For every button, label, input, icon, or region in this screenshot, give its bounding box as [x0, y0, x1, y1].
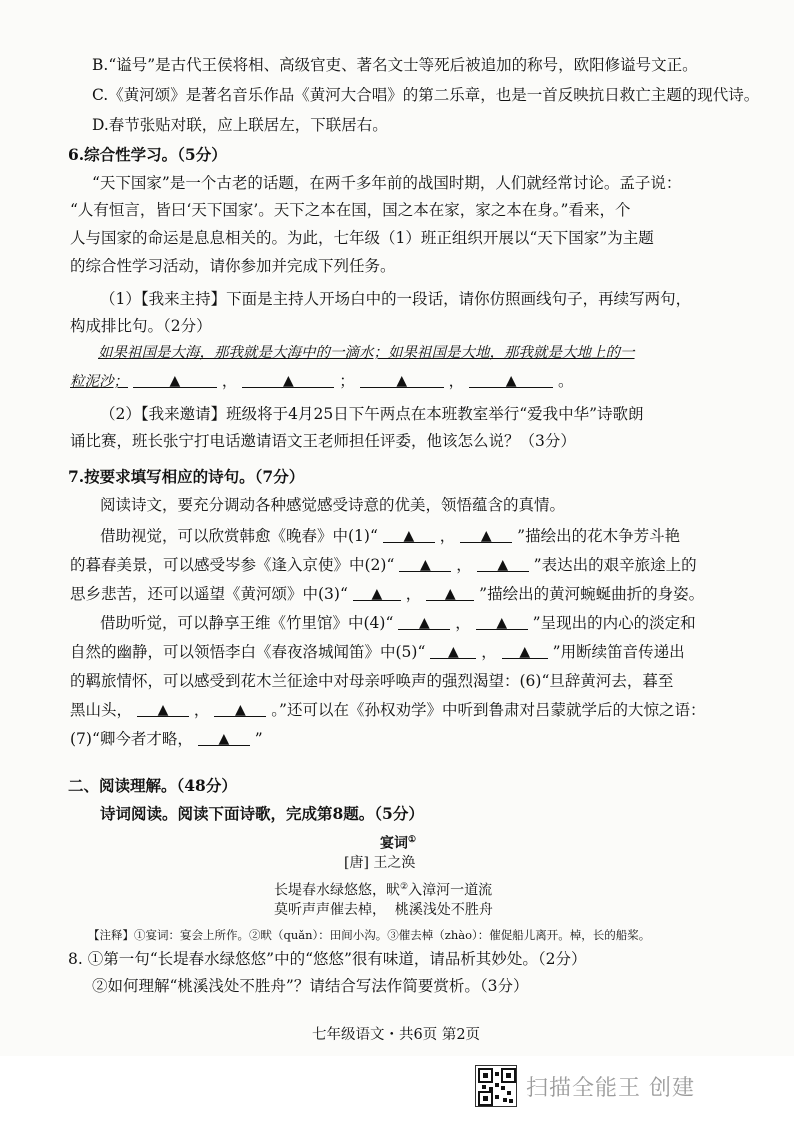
blank-marker: ▲ [218, 731, 230, 747]
q7-line-7 [70, 700, 705, 720]
poem-line-1 [274, 877, 492, 901]
answer-blank[interactable] [477, 555, 529, 572]
q7-text: ”表达出的艰辛旅途上的 [533, 556, 697, 574]
blank-marker: ▲ [371, 586, 383, 602]
q7-title: 7.按要求填写相应的诗句。（7分） [68, 467, 305, 486]
answer-blank[interactable] [469, 371, 553, 388]
q7-line-3 [70, 584, 704, 604]
poem-text: 入漳河一道流 [408, 882, 493, 899]
footnote-marker: ② [400, 882, 409, 892]
blank-marker: ▲ [157, 702, 169, 718]
answer-line-q6-1 [70, 371, 574, 392]
poem-notes: 【注释】①宴词：宴会上所作。②畎（quǎn）：田间小沟。③催去棹（zhào）：催促船儿离开。棹，长的船桨。 [88, 928, 651, 942]
q6-task2-line-1: （2）【我来邀请】班级将于4月25日下午两点在本班教室举行“爱我中华”诗歌朗 [100, 405, 644, 423]
answer-blank[interactable] [502, 642, 548, 659]
q6-task1-line-2: 构成排比句。（2分） [70, 317, 212, 335]
answer-blank[interactable] [353, 584, 401, 601]
separator: ， [481, 643, 497, 661]
q8-part-1: 8. ①第一句“长堤春水绿悠悠”中的“悠悠”很有味道，请品析其妙处。（2分） [68, 950, 587, 968]
q7-line-5 [70, 642, 685, 662]
blank-marker: ▲ [282, 373, 294, 389]
q7-line-1 [100, 526, 680, 546]
answer-blank[interactable] [214, 700, 266, 717]
answer-blank[interactable] [137, 700, 189, 717]
answer-blank[interactable] [133, 371, 217, 388]
blank-marker: ▲ [519, 644, 531, 660]
blank-marker: ▲ [444, 586, 456, 602]
separator: ， [448, 372, 465, 390]
poem-title-text: 宴词 [380, 835, 408, 852]
blank-marker: ▲ [396, 373, 408, 389]
poem-line-2: 莫听声声催去棹， 桃溪浅处不胜舟 [274, 902, 493, 918]
page-footer: 七年级语文・共6页 第2页 [312, 1027, 481, 1043]
q7-text: 思乡悲苦，还可以遥望《黄河颂》中(3)“ [70, 585, 348, 603]
answer-blank[interactable] [242, 371, 334, 388]
blank-marker: ▲ [447, 644, 459, 660]
option-b: B.“谥号”是古代王侯将相、高级官吏、著名文士等死后被追加的称号，欧阳修谥号文正。 [92, 56, 698, 74]
q6-para-line-1: “天下国家”是一个古老的话题，在两千多年前的战国时期，人们就经常讨论。孟子说： [92, 174, 682, 192]
q7-text: (7)“卿今者才略， [70, 730, 193, 748]
model-sentence: 如果祖国是大海，那我就是大海中的一滴水；如果祖国是大地，那我就是大地上的一 [98, 345, 635, 361]
q7-text: ”呈现出的内心的淡定和 [532, 614, 696, 632]
q7-text: 借助听觉，可以静享王维《竹里馆》中(4)“ [100, 614, 394, 632]
q6-task2-line-2: 诵比赛，班长张宁打电话邀请语文王老师担任评委，他该怎么说？（3分） [70, 432, 576, 450]
q6-task1-line-1: （1）【我来主持】下面是主持人开场白中的一段话，请你仿照画线句子，再续写两句， [100, 290, 692, 308]
blank-marker: ▲ [496, 615, 508, 631]
q7-intro: 阅读诗文，要充分调动各种感觉感受诗意的优美，领悟蕴含的真情。 [100, 496, 566, 514]
answer-blank[interactable] [198, 729, 250, 746]
separator: ， [439, 527, 456, 545]
answer-blank[interactable] [399, 555, 451, 572]
separator: ， [455, 614, 471, 632]
q7-text: 。”还可以在《孙权劝学》中听到鲁肃对吕蒙就学后的大惊之语： [271, 701, 706, 719]
separator: ， [405, 585, 422, 603]
answer-blank[interactable] [460, 526, 512, 543]
separator: ； [339, 372, 355, 390]
watermark-text: 扫描全能王 创建 [526, 1076, 695, 1101]
q8-part-2: ②如何理解“桃溪浅处不胜舟”？请结合写法作简要赏析。（3分） [92, 977, 529, 995]
poem-text: 长堤春水绿悠悠，畎 [274, 882, 400, 899]
separator: ， [221, 372, 238, 390]
blank-marker: ▲ [480, 528, 492, 544]
poetry-instruction: 诗词阅读。阅读下面诗歌，完成第8题。（5分） [100, 804, 424, 823]
separator: ， [456, 556, 472, 574]
separator: 。 [558, 372, 574, 390]
q6-para-line-4: 的综合性学习活动，请你参加并完成下列任务。 [70, 257, 396, 275]
footnote-marker: ① [408, 835, 417, 845]
q6-title: 6.综合性学习。（5分） [68, 145, 227, 164]
q7-line-8 [70, 729, 263, 749]
blank-marker: ▲ [403, 528, 415, 544]
q7-text: ”用断续笛音传递出 [552, 643, 685, 661]
q7-text: 借助视觉，可以欣赏韩愈《晚春》中(1)“ [100, 527, 378, 545]
blank-marker: ▲ [419, 557, 431, 573]
answer-blank[interactable] [398, 613, 450, 630]
poem-author: [唐] 王之涣 [344, 855, 416, 871]
section-2-title: 二、阅读理解。（48分） [68, 776, 237, 795]
blank-marker: ▲ [497, 557, 509, 573]
q7-line-6: 的羁旅情怀，可以感受到花木兰征途中对母亲呼唤声的强烈渴望：(6)“旦辞黄河去，暮至 [70, 672, 674, 690]
blank-marker: ▲ [418, 615, 430, 631]
q7-text: ”描绘出的花木争芳斗艳 [517, 527, 681, 545]
answer-blank[interactable] [430, 642, 476, 659]
option-d: D.春节张贴对联，应上联居左，下联居右。 [92, 116, 388, 134]
q7-text: ” [254, 730, 263, 748]
blank-marker: ▲ [234, 702, 246, 718]
option-c: C.《黄河颂》是著名音乐作品《黄河大合唱》的第二乐章，也是一首反映抗日救亡主题的现代诗。 [92, 86, 760, 104]
q7-text: ”描绘出的黄河蜿蜒曲折的身姿。 [479, 585, 705, 603]
q6-para-line-2: “人有恒言，皆曰‘天下国家’。天下之本在国，国之本在家，家之本在身。”看来，个 [70, 201, 631, 219]
answer-blank[interactable] [426, 584, 474, 601]
q7-line-4 [100, 613, 696, 633]
model-sentence-end: 粒泥沙； [70, 374, 128, 390]
answer-blank[interactable] [360, 371, 444, 388]
q6-para-line-3: 人与国家的命运是息息相关的。为此，七年级（1）班正组织开展以“天下国家”为主题 [70, 229, 654, 247]
q7-text: 的暮春美景，可以感受岑参《逢入京使》中(2)“ [70, 556, 395, 574]
qr-code-icon [475, 1065, 517, 1107]
answer-blank[interactable] [476, 613, 528, 630]
poem-title [380, 830, 416, 854]
separator: ， [193, 701, 210, 719]
blank-marker: ▲ [169, 373, 181, 389]
q7-line-2 [70, 555, 697, 575]
blank-marker: ▲ [505, 373, 517, 389]
answer-blank[interactable] [383, 526, 435, 543]
q7-text: 黑山头， [70, 701, 133, 719]
q7-text: 自然的幽静，可以领悟李白《春夜洛城闻笛》中(5)“ [70, 643, 426, 661]
